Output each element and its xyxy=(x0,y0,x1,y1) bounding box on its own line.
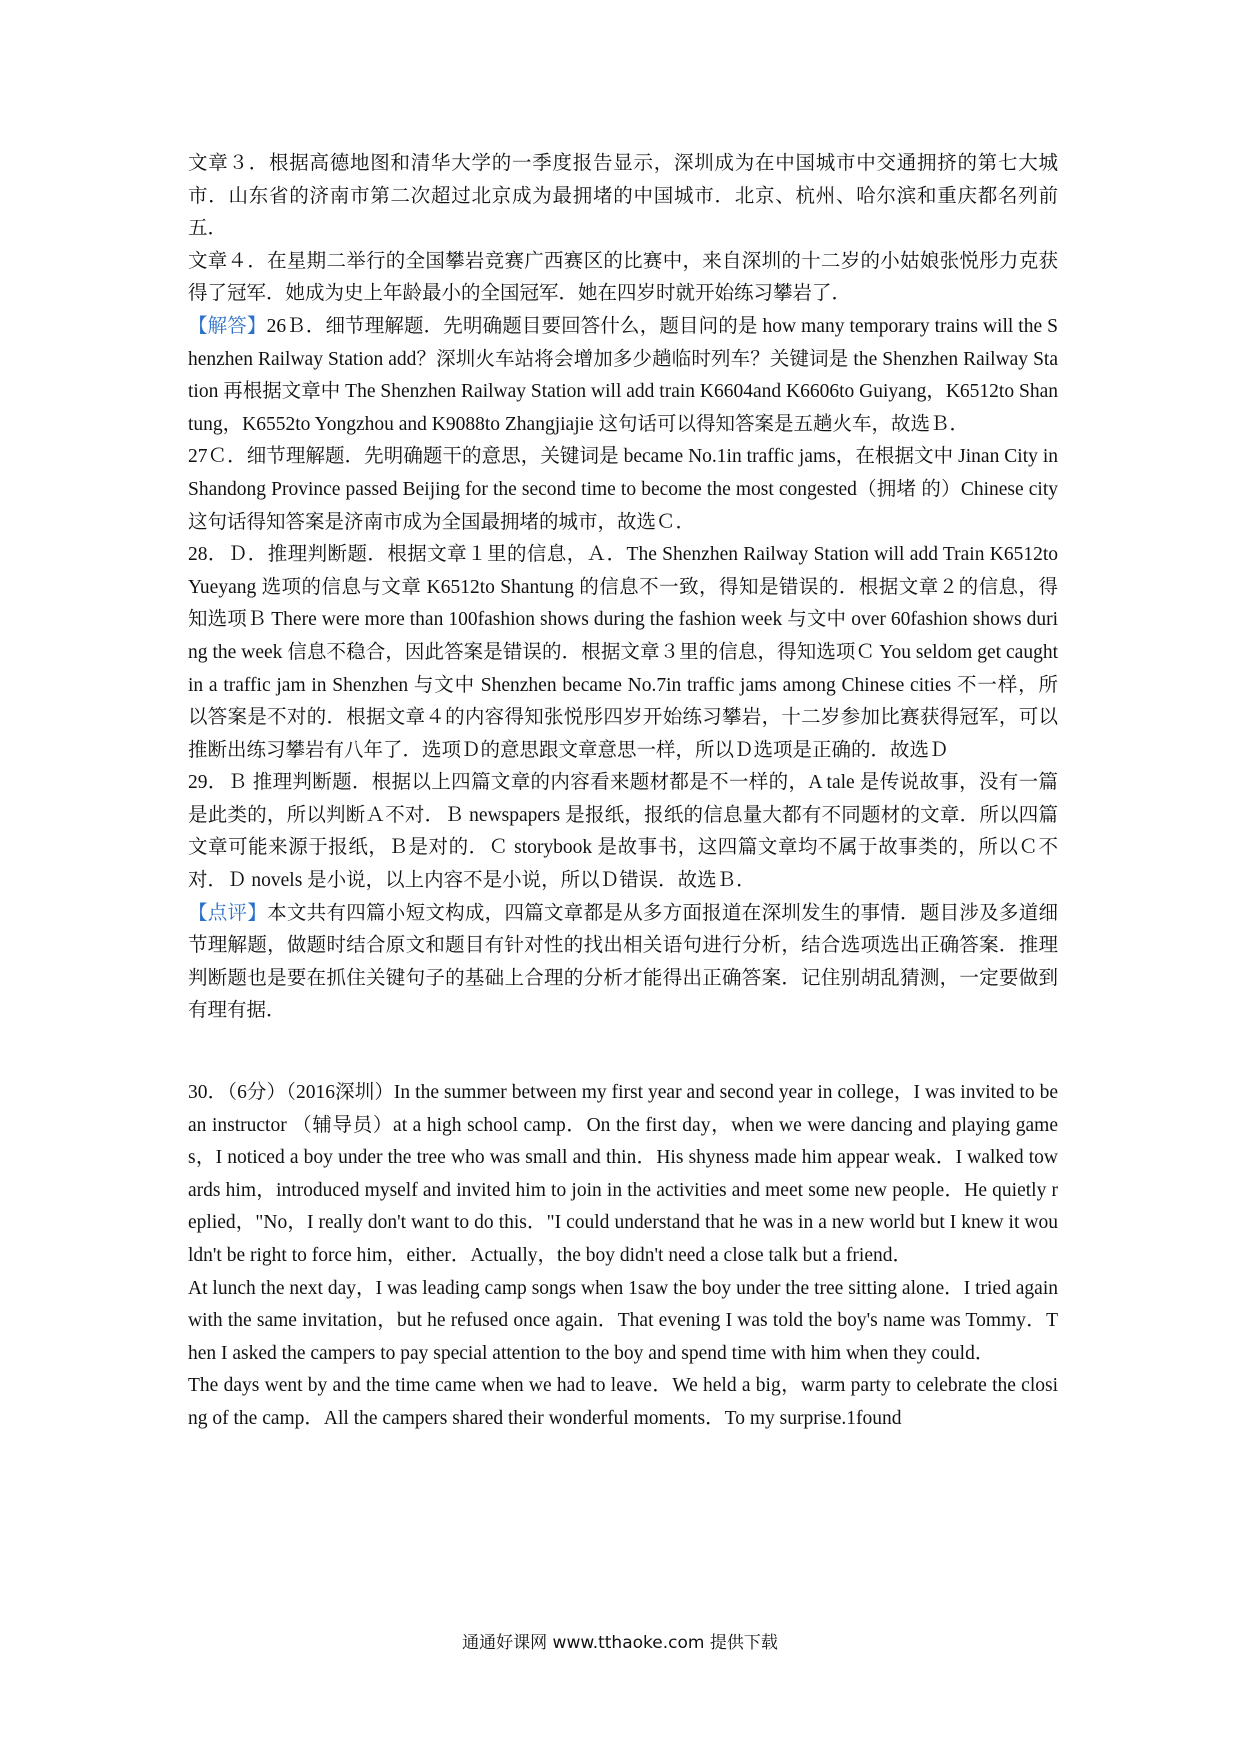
footer-download-note: 通通好课网 www.tthaoke.com 提供下载 xyxy=(462,1633,778,1653)
question-30-paragraph-3: The days went by and the time came when we had to leave．We held a big，warm party to celebrate the closing of the camp．All the campers shared their wonderful moments．To my surprise.1found xyxy=(188,1375,1058,1429)
question-30-paragraph-1: 30．（6分）（2016深圳）In the summer between my first year and second year in college，I was invited to be an instructor （辅导员）at a high school camp．On the first day，when we were dancing and playing games，I noticed a boy under the tree who was small and thin．His shyness made him appear weak．I walked towards him，introduced myself and invited him to join in the activities and meet some new people．He quietly replied，"No，I really don't want to do this．"I could understand that he was in a new world but I knew it wouldn't be right to force him，either．Actually，the boy didn't need a close talk but a friend． xyxy=(188,1082,1058,1266)
article3-summary: 文章３．根据高德地图和清华大学的一季度报告显示，深圳成为在中国城市中交通拥挤的第七大城市．山东省的济南市第二次超过北京成为最拥堵的中国城市．北京、杭州、哈尔滨和重庆都名列前五． xyxy=(188,153,1058,240)
comment xyxy=(188,898,1058,1028)
answer-26 xyxy=(188,311,1058,441)
answer-tag: 【解答】 xyxy=(188,315,267,337)
page-body xyxy=(188,148,1058,1436)
section-gap xyxy=(188,1028,1058,1077)
question-30-paragraph-2: At lunch the next day，I was leading camp songs when 1saw the boy under the tree sitting alone．I tried again with the same invitation，but he refused once again．That evening I was told the boy's name was Tommy．Then I asked the campers to pay special attention to the boy and spend time with him when they could． xyxy=(188,1277,1058,1364)
comment-text: 本文共有四篇小短文构成，四篇文章都是从多方面报道在深圳发生的事情．题目涉及多道细节理解题，做题时结合原文和题目有针对性的找出相关语句进行分析，结合选项选出正确答案．推理判断题也是要在抓住关键句子的基础上合理的分析才能得出正确答案．记住别胡乱猜测，一定要做到有理有据． xyxy=(188,902,1058,1022)
answer-28: 28．Ｄ．推理判断题．根据文章１里的信息，Ａ．The Shenzhen Railway Station will add Train K6512to Yueyang 选项的信息与文章 K6512to Shantung 的信息不一致，得知是错误的．根据文章２的信息，得知选项Ｂ There were more than 100fashion shows during the fashion week 与文中 over 60fashion shows during the week 信息不稳合，因此答案是错误的．根据文章３里的信息，得知选项Ｃ You seldom get caught in a traffic jam in Shenzhen 与文中 Shenzhen became No.7in traffic jams among Chinese cities 不一样，所以答案是不对的．根据文章４的内容得知张悦彤四岁开始练习攀岩，十二岁参加比赛获得冠军，可以推断出练习攀岩有八年了．选项Ｄ的意思跟文章意思一样，所以Ｄ选项是正确的．故选Ｄ xyxy=(188,544,1058,761)
answer-26-text: 26Ｂ．细节理解题．先明确题目要回答什么，题目问的是 how many temporary trains will the Shenzhen Railway Station add？深圳火车站将会增加多少趟临时列车？关键词是 the Shenzhen Railway Station 再根据文章中 The Shenzhen Railway Station will add train K6604and K6606to Guiyang，K6512to Shantung，K6552to Yongzhou and K9088to Zhangjiajie 这句话可以得知答案是五趟火车，故选Ｂ． xyxy=(188,315,1058,435)
comment-tag: 【点评】 xyxy=(188,902,268,924)
article4-summary: 文章４．在星期二举行的全国攀岩竞赛广西赛区的比赛中，来自深圳的十二岁的小姑娘张悦彤力克获得了冠军．她成为史上年龄最小的全国冠军．她在四岁时就开始练习攀岩了． xyxy=(188,250,1058,305)
answer-27: 27Ｃ．细节理解题．先明确题干的意思，关键词是 became No.1in traffic jams，在根据文中 Jinan City in Shandong Province passed Beijing for the second time to become the most congested（拥堵 的）Chinese city 这句话得知答案是济南市成为全国最拥堵的城市，故选Ｃ． xyxy=(188,446,1058,533)
answer-29: 29．Ｂ 推理判断题．根据以上四篇文章的内容看来题材都是不一样的，A tale 是传说故事，没有一篇是此类的，所以判断Ａ不对．Ｂ newspapers 是报纸，报纸的信息量大都有不同题材的文章．所以四篇文章可能来源于报纸，Ｂ是对的．Ｃ storybook 是故事书，这四篇文章均不属于故事类的，所以Ｃ不对．Ｄ novels 是小说，以上内容不是小说，所以Ｄ错误．故选Ｂ． xyxy=(188,772,1058,892)
